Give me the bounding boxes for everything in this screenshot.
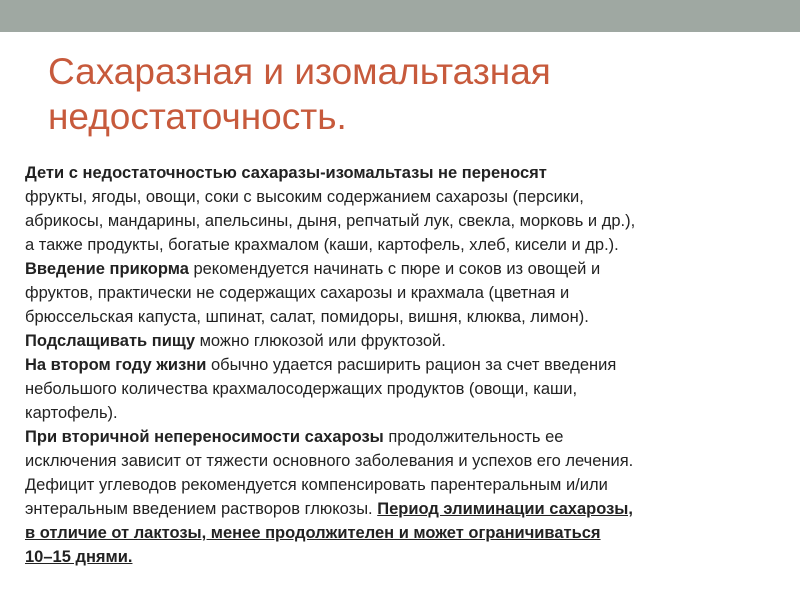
elimination-period-emphasis: Период элиминации сахарозы,: [377, 500, 633, 518]
body-line-9: [25, 353, 785, 377]
slide-title: [48, 49, 748, 139]
slide-body: [25, 161, 785, 569]
body-line-16: в отличие от лактозы, менее продолжителен и может ограничиваться: [25, 524, 601, 542]
body-line-4: а также продукты, богатые крахмалом (каши, картофель, хлеб, кисели и др.).: [25, 236, 619, 254]
body-line-13: исключения зависит от тяжести основного заболевания и успехов его лечения.: [25, 452, 634, 470]
body-line-6: фруктов, практически не содержащих сахарозы и крахмала (цветная и: [25, 284, 570, 302]
body-line-11: картофель).: [25, 404, 118, 422]
sweetening-heading: Подслащивать пищу: [25, 332, 195, 350]
body-line-2: фрукты, ягоды, овощи, соки с высоким содержанием сахарозы (персики,: [25, 188, 584, 206]
body-line-7: брюссельская капуста, шпинат, салат, помидоры, вишня, клюква, лимон).: [25, 308, 589, 326]
body-line-12: [25, 425, 785, 449]
body-line-8: [25, 329, 785, 353]
body-line-12-text: продолжительность ее: [383, 428, 564, 446]
slide-title-line-1: Сахаразная и изомальтазная: [48, 51, 551, 92]
secondary-intolerance-heading: При вторичной непереносимости сахарозы: [25, 428, 384, 446]
second-year-heading: На втором году жизни: [25, 356, 207, 374]
body-line-3: абрикосы, мандарины, апельсины, дыня, репчатый лук, свекла, морковь и др.),: [25, 212, 636, 230]
body-line-5-text: рекомендуется начинать с пюре и соков из овощей и: [188, 260, 601, 278]
complementary-feeding-heading: Введение прикорма: [25, 260, 189, 278]
body-line-15: [25, 497, 785, 521]
body-line-5: [25, 257, 785, 281]
body-line-17: 10–15 днями.: [25, 548, 133, 566]
body-line-14: Дефицит углеводов рекомендуется компенсировать парентеральным и/или: [25, 476, 608, 494]
body-line-1: Дети с недостаточностью сахаразы-изомальтазы не переносят: [25, 164, 547, 182]
body-line-10: небольшого количества крахмалосодержащих продуктов (овощи, каши,: [25, 380, 578, 398]
body-line-9-text: обычно удается расширить рацион за счет введения: [206, 356, 617, 374]
slide-title-line-2: недостаточность.: [48, 96, 347, 137]
body-line-8-text: можно глюкозой или фруктозой.: [195, 332, 446, 350]
body-line-15-text: энтеральным введением растворов глюкозы.: [25, 500, 378, 518]
top-bar: [0, 0, 800, 32]
